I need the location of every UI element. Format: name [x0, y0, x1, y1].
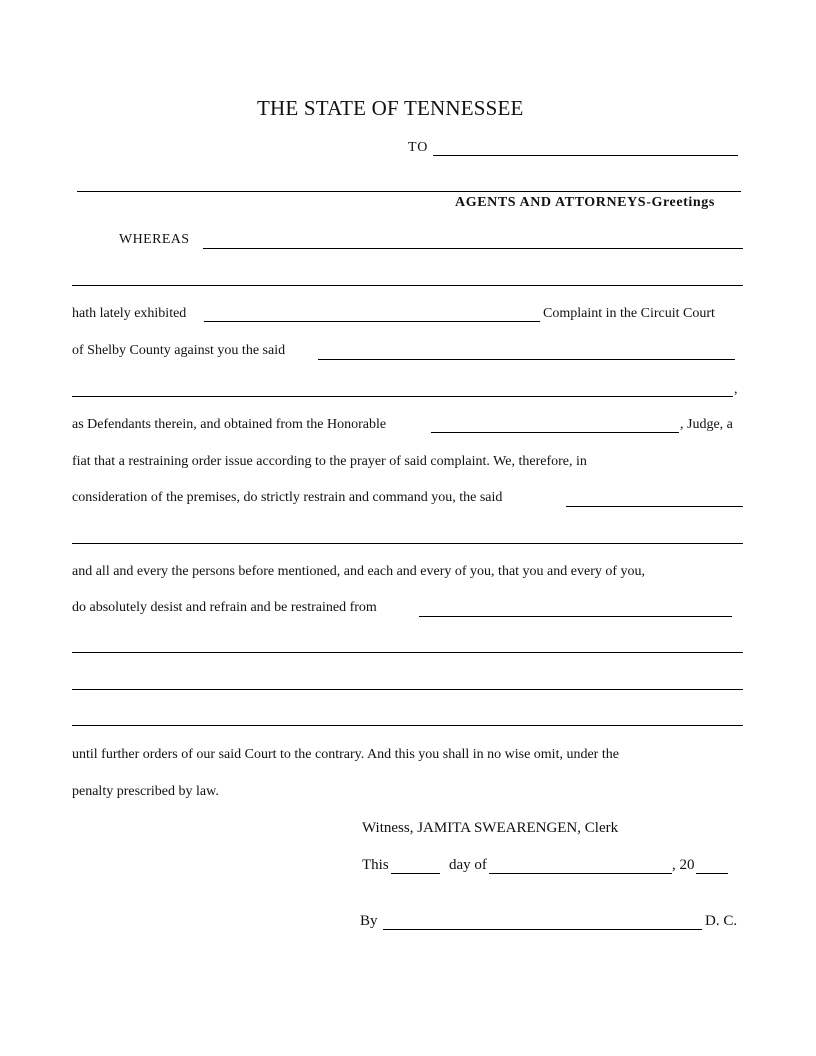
defendants-field[interactable] [318, 359, 735, 360]
deputy-clerk-signature-field[interactable] [383, 929, 702, 930]
restrained-actions-line-3[interactable] [72, 689, 743, 690]
defendants-honorable-text: as Defendants therein, and obtained from the Honorable [72, 417, 387, 432]
day-of-label: day of [449, 857, 487, 873]
whereas-plaintiff-field[interactable] [203, 248, 743, 249]
hath-lately-exhibited-text: hath lately exhibited [72, 306, 187, 321]
persons-text: and all and every the persons before mentioned, and each and every of you, that you and every of you, [72, 564, 646, 579]
comma-mark: , [734, 382, 738, 397]
complaint-in-court-text: Complaint in the Circuit Court [543, 306, 715, 321]
restrained-party-field[interactable] [566, 506, 743, 507]
judge-a-text: , Judge, a [680, 417, 733, 432]
day-field[interactable] [391, 873, 440, 874]
document-title: THE STATE OF TENNESSEE [257, 96, 524, 120]
complaint-type-field[interactable] [204, 321, 540, 322]
until-text: until further orders of our said Court to the contrary. And this you shall in no wise omit, under the [72, 747, 619, 762]
year-field[interactable] [696, 873, 728, 874]
year-prefix-label: , 20 [672, 857, 695, 873]
restrained-party-continuation-field[interactable] [72, 543, 743, 544]
witness-clerk-text: Witness, JAMITA SWEARENGEN, Clerk [362, 820, 619, 836]
penalty-text: penalty prescribed by law. [72, 784, 219, 799]
restrained-actions-line-4[interactable] [72, 725, 743, 726]
restrained-actions-field[interactable] [419, 616, 732, 617]
month-field[interactable] [489, 873, 672, 874]
by-label: By [360, 913, 378, 929]
restrained-actions-line-2[interactable] [72, 652, 743, 653]
consideration-text: consideration of the premises, do strictly restrain and command you, the said [72, 490, 503, 505]
judge-name-field[interactable] [431, 432, 679, 433]
recipient-continuation-field[interactable] [77, 191, 741, 192]
whereas-label: WHEREAS [119, 232, 190, 247]
to-label: TO [408, 140, 429, 155]
greeting-text: AGENTS AND ATTORNEYS-Greetings [455, 195, 715, 210]
to-recipient-field[interactable] [433, 155, 738, 156]
whereas-continuation-field[interactable] [72, 285, 743, 286]
desist-text: do absolutely desist and refrain and be restrained from [72, 600, 377, 615]
fiat-text: fiat that a restraining order issue according to the prayer of said complaint. We, therefore, in [72, 454, 587, 469]
deputy-clerk-label: D. C. [705, 913, 738, 929]
against-you-said-text: of Shelby County against you the said [72, 343, 286, 358]
this-label: This [362, 857, 389, 873]
defendants-continuation-field[interactable] [72, 396, 733, 397]
